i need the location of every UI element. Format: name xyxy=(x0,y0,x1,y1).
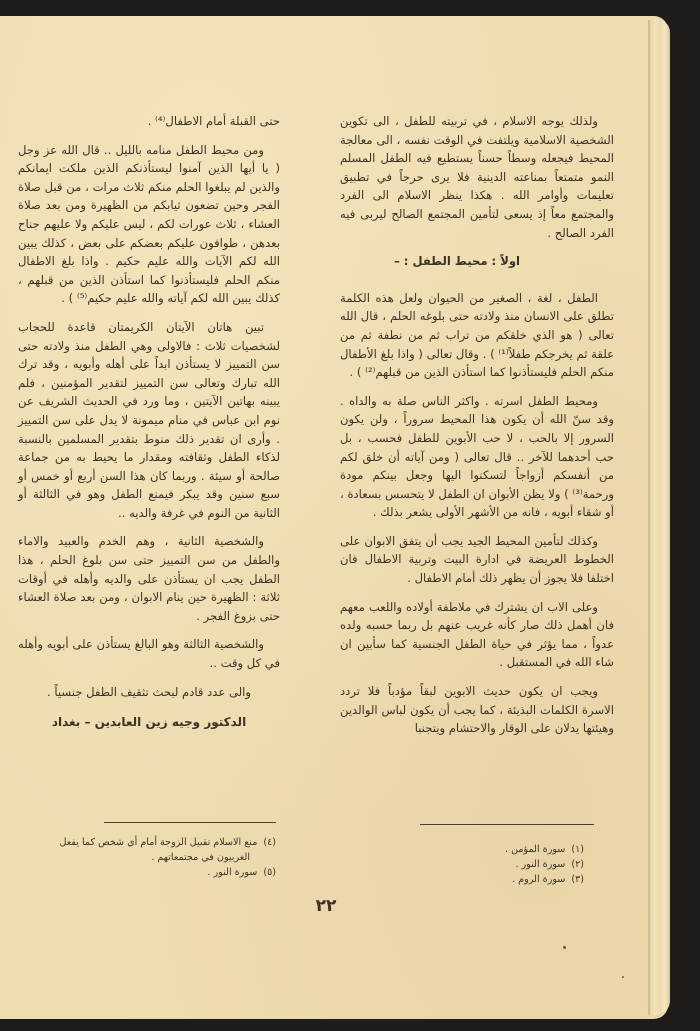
body-paragraph: والشخصية الثانية ، وهم الخدم والعبيد والاماء والطفل من سن التمييز حتى سن بلوغ الحلم ، هذا الطفل يجب ان يستأذن على والديه وأهله في أوقات ثلاثة : الظهيرة حين ينام الابوان ، ومن بعد صلاة العشاء حتى بزوغ الفجر . xyxy=(18,534,280,623)
footnote-number: (٤) xyxy=(263,837,276,848)
footnote-number: (٥) xyxy=(263,867,276,878)
footnote-number: (١) xyxy=(571,844,584,855)
body-paragraph: وكذلك لتأمين المحيط الجيد يجب أن يتفق الابوان على الخطوط العريضة في ادارة البيت وتربية الاطفال فان اختلفا فلا يجوز أن يظهر ذلك أمام الاطفال . xyxy=(340,533,614,586)
right-column xyxy=(340,112,614,748)
closing-line: والى عدد قادم لبحث تثقيف الطفل جنسياً . xyxy=(46,684,252,699)
footnote-text: سورة المؤمن . xyxy=(505,844,566,855)
body-paragraph: ومن محيط الطفل منامه بالليل .. قال الله عز وجل ( يا أيها الذين آمنوا ليستأذنكم الذين ملكت ايمانكم والذين لم يبلغوا الحلم منكم ثلاث مرات ، من قبل صلاة الفجر وحين تضعون ثيابكم من الظهيرة ومن بعد صلاة العشاء ، ثلاث عورات لكم ، ليس عليكم ولا عليهم جناح بعدهن ، طوافون عليكم بعضكم على بعض ، كذلك يبين الله لكم الآيات والله عليم حكيم . واذا بلغ الاطفال منكم الحلم فليستأذنوا كما استأذن الذين من قبلهم ، كذلك يبين الله لكم آياته والله عليم حكيم⁽⁵⁾ ) . xyxy=(18,142,280,306)
footnote xyxy=(14,835,276,850)
body-paragraph: والشخصية الثالثة وهو البالغ يستأذن على أبويه وأهله في كل وقت .. xyxy=(18,637,280,671)
author-signature: الدكتور وجيه زين العابدين – بغداد xyxy=(51,715,247,730)
left-column xyxy=(18,112,280,732)
body-paragraph: الطفل ، لغة ، الصغير من الحيوان ولعل هذه الكلمة تطلق على الانسان منذ ولادته حتى بلوغه الحلم ، قال الله تعالى ( هو الذي خلقكم من تراب ثم من نطفة ثم من علقة ثم يخرجكم طفلاً⁽¹⁾ ) . وقال تعالى ( واذا بلغ الأطفال منكم الحلم فليستأذنوا كما استأذن الذين من قبلهم⁽²⁾ ) . xyxy=(340,290,614,380)
paper-speck xyxy=(622,976,624,978)
footnote xyxy=(340,872,584,887)
body-paragraph: ومحيط الطفل اسرته . واكثر الناس صلة به والداه . وقد سنّ الله أن يكون هذا المحيط سروراً ، ولن يكون السرور إلا بالحب ، لا حب الأبوين للطفل فحسب ، بل حب أحدهما للآخر .. قال تعالى ( ومن آياته أن خلق لكم من أنفسكم أزواجاً لتسكنوا اليها وجعل بينكم مودة ورحمة⁽³⁾ ) ولا يظن الأبوان ان الطفل لا يتحسس بسعادة ، أو شقاء أبويه ، فانه من الأشهر الأولى يشعر بذلك . xyxy=(340,393,614,520)
footnote-number: (٣) xyxy=(571,874,584,885)
footnote-text: منع الاسلام تقبيل الزوجة أمام أي شخص كما يفعل xyxy=(59,837,258,848)
footnote-number: (٢) xyxy=(571,859,584,870)
footnote xyxy=(340,857,584,872)
footnote-text: سورة النور . xyxy=(515,859,566,870)
footnote xyxy=(14,865,276,880)
footnote-divider xyxy=(104,822,276,823)
section-heading: اولاً : محيط الطفل : – xyxy=(393,254,521,269)
footnote xyxy=(340,842,584,857)
continuation-line: حتى القبلة أمام الاطفال⁽⁴⁾ . xyxy=(147,114,280,128)
right-footnotes xyxy=(340,842,584,887)
intro-paragraph: ولذلك يوجه الاسلام ، في تربيته للطفل ، الى تكوين الشخصية الاسلامية ويلتفت في الوقت نفسه ، الى معالجة المحيط فيجعله وسطاً حسناً يستطيع فيه الطفل المسلم النمو متمتعاً بمناعته الدينية فلا يرى حرجاً في تطبيق تعليمات وأوامر الله . هكذا ينظر الاسلام الى الفرد والمجتمع معاً إذ يسعى لتأمين المجتمع الصالح ليربى فيه الفرد الصالح . xyxy=(340,114,614,240)
body-paragraph: وعلى الاب ان يشترك في ملاطفة أولاده واللعب معهم فان أهمل ذلك صار كأنه غريب عنهم بل ربما حسبه ولده عدواً ، مما يؤثر في حياة الطفل الجنسية كما سأبين ان شاء الله في المستقبل . xyxy=(340,599,614,670)
footnote-text: سورة الروم . xyxy=(512,874,566,885)
page-stack-edge xyxy=(648,20,670,1015)
page-number: ٢٢ xyxy=(315,896,337,916)
footnote-continuation: الغربيون في مجتمعاتهم . xyxy=(151,852,250,863)
footnote-divider xyxy=(420,824,594,825)
footnote-text: سورة النور . xyxy=(207,867,258,878)
paper-speck xyxy=(563,946,566,949)
body-paragraph: تبين هاتان الآيتان الكريمتان قاعدة للحجاب لشخصيات ثلاث : فالاولى وهي الطفل منذ ولادته حتى سن التمييز لا يستأذن ابداً على أهله وأبويه ، وقد ترك الله تبارك وتعالى سن التمييز لتقدير المؤمنين ، فلم يبينه بهاتين الآيتين ، وما ورد في الحديث الشريف عن نوم ابن عباس في منام ميمونة لا يدل على سن التمييز . وأرى ان تقدير ذلك منوط بتقدير المسلمين بالنسبة لذكاء الطفل وثقافته ومقدار ما يحيط به من جماعة صالحة أو سيئة . وربما كان هذا السن أربع أو خمس أو سبع سنين وقد يبكر فيمنع الطفل وهو في الثالثة أو الثانية من النوم في غرفة والديه .. xyxy=(18,319,280,520)
left-footnotes xyxy=(14,835,276,880)
body-paragraph: ويجب ان يكون حديث الابوين لبقاً مؤدباً فلا تردد الاسرة الكلمات البذيئة ، كما يجب أن يكون لباس الوالدين وهيئتها يدلان على الوقار والاحتشام ويتجنبا xyxy=(340,684,614,736)
